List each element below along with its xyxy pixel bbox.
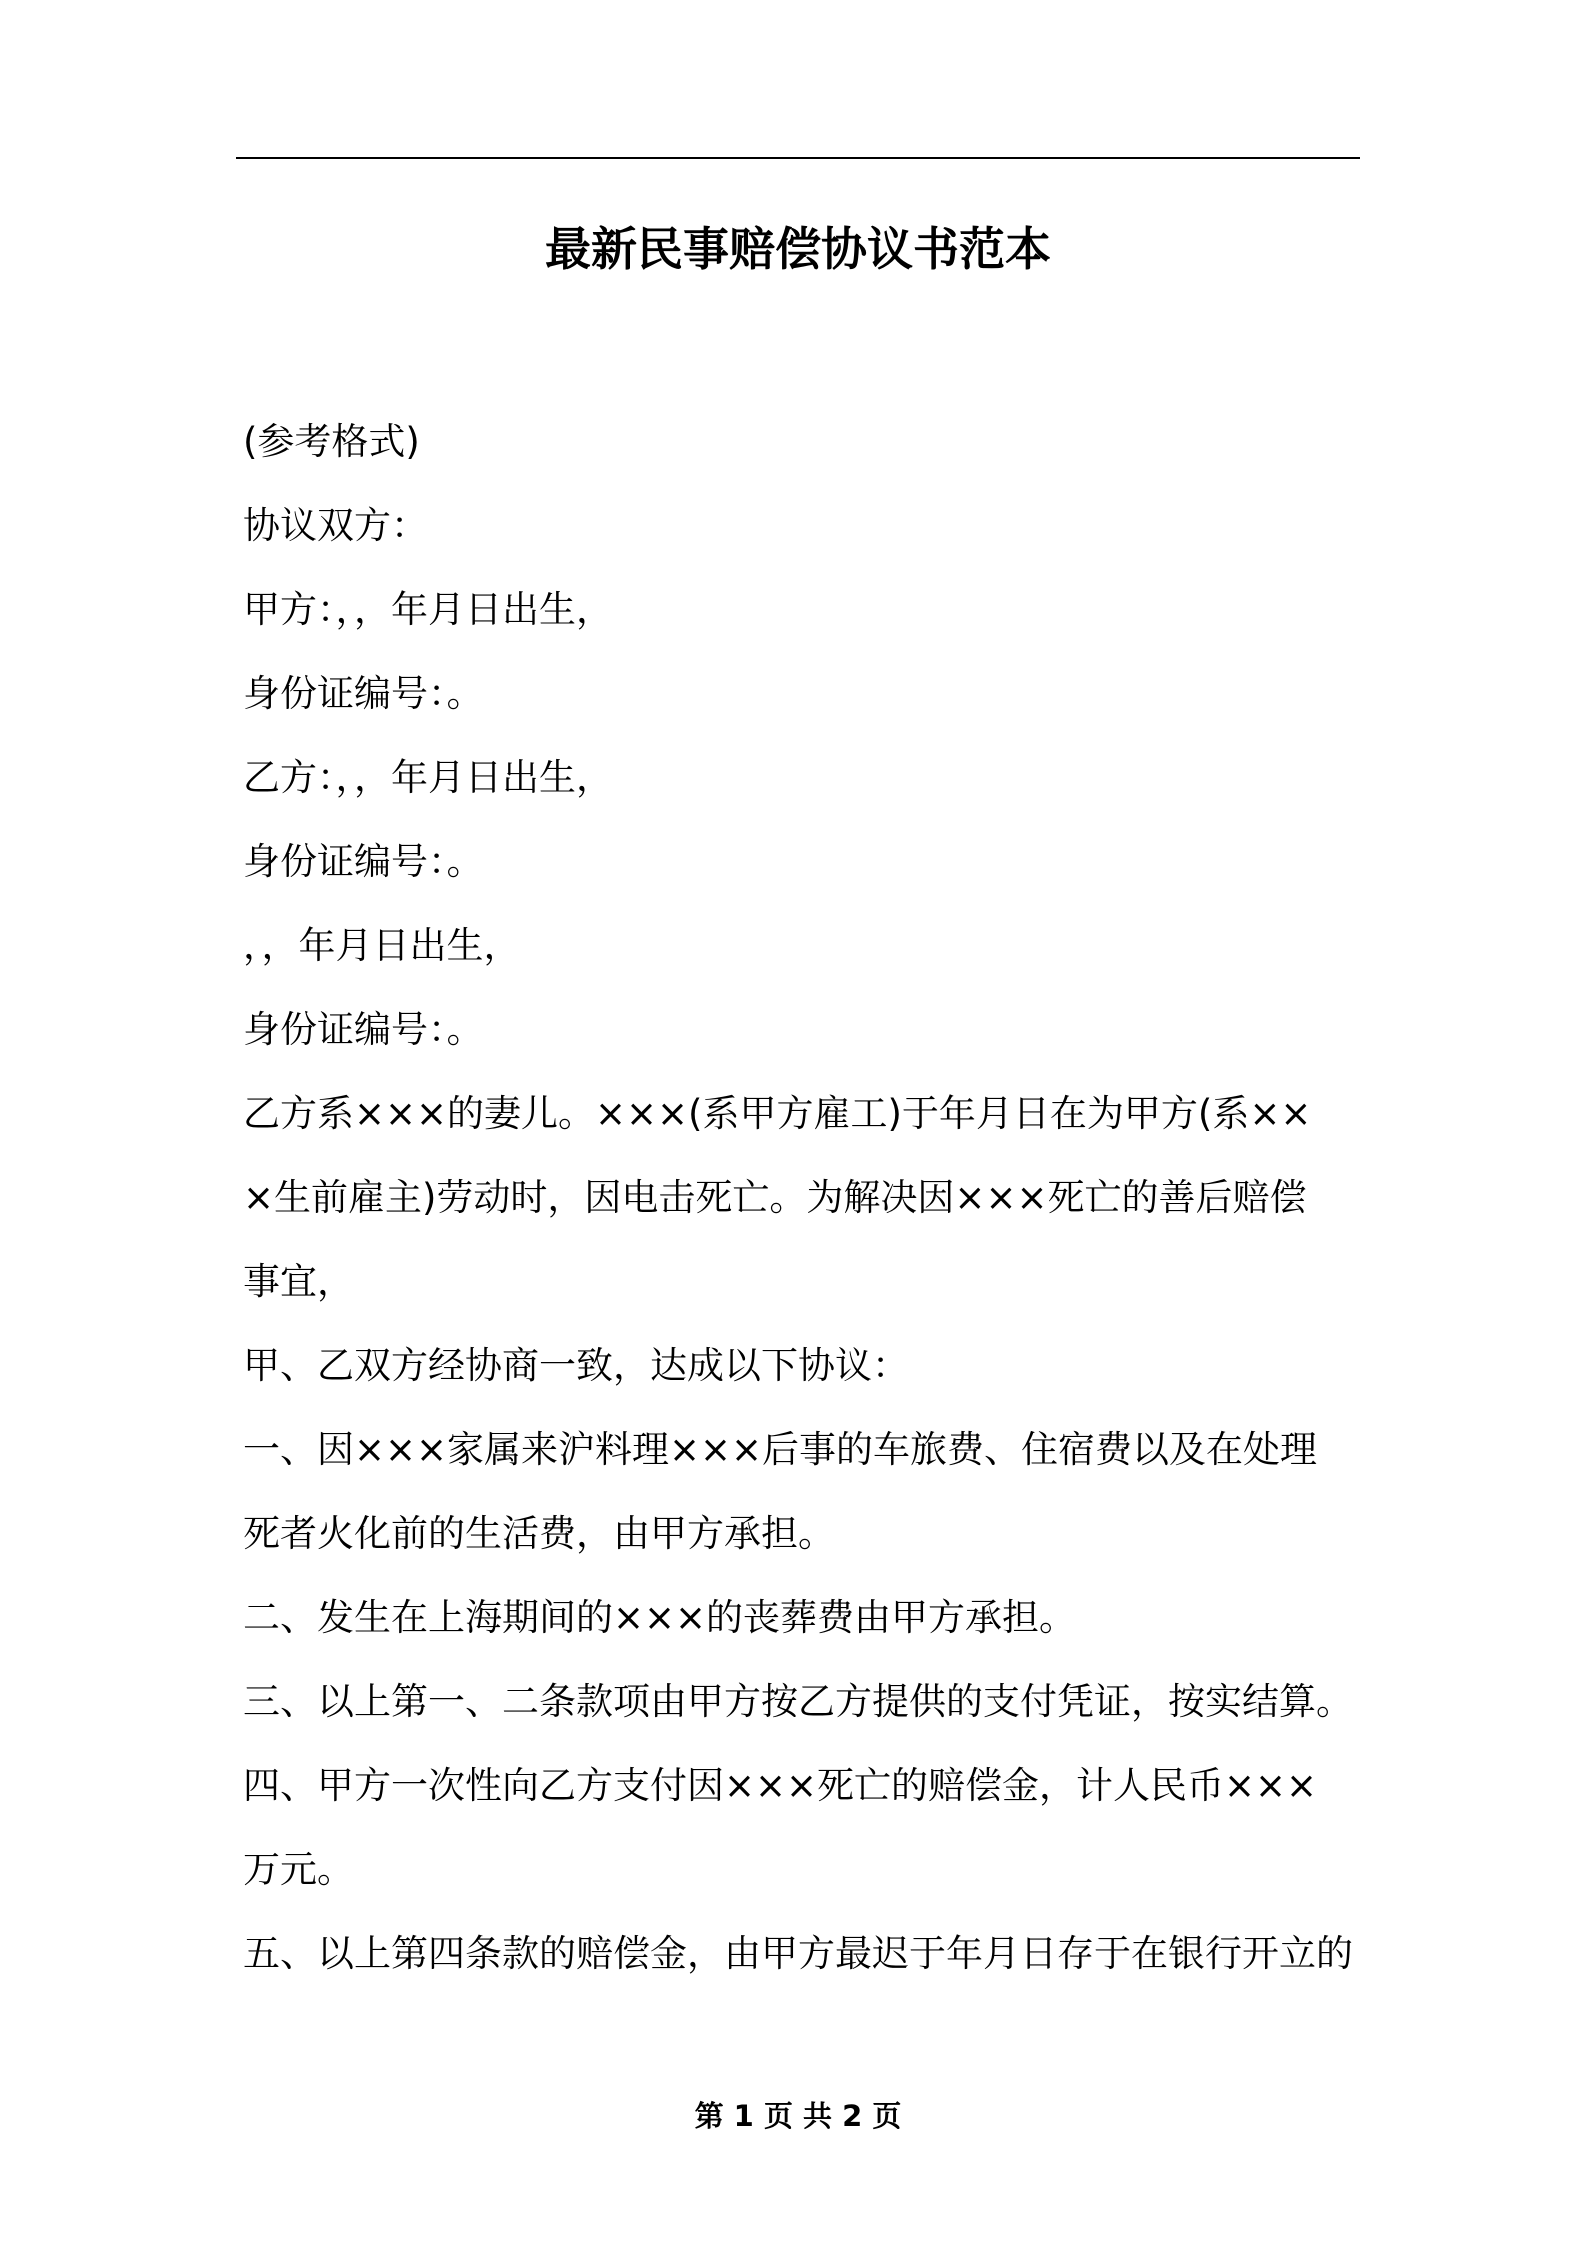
body-line: 甲方：，，年月日出生， xyxy=(243,588,613,631)
header-rule xyxy=(236,157,1360,159)
document-body xyxy=(243,400,1363,1996)
body-line: 甲、乙双方经协商一致，达成以下协议： xyxy=(243,1344,909,1387)
body-line: 万元。 xyxy=(243,1848,354,1891)
body-line: 五、以上第四条款的赔偿金，由甲方最迟于年月日存于在银行开立的 xyxy=(243,1932,1353,1975)
body-line: 身份证编号：。 xyxy=(243,840,484,883)
body-line: 四、甲方一次性向乙方支付因×××死亡的赔偿金，计人民币××× xyxy=(243,1764,1318,1807)
page-footer: 第 1 页 共 2 页 xyxy=(694,2099,902,2133)
body-line: (参考格式) xyxy=(243,420,420,463)
body-line: 二、发生在上海期间的×××的丧葬费由甲方承担。 xyxy=(243,1596,1077,1639)
body-line: 乙方系×××的妻儿。×××(系甲方雇工)于年月日在为甲方(系×× xyxy=(243,1092,1312,1135)
body-line: 协议双方： xyxy=(243,504,428,547)
body-line: 事宜， xyxy=(243,1260,354,1303)
body-line: 身份证编号：。 xyxy=(243,672,484,715)
document-title: 最新民事赔偿协议书范本 xyxy=(545,222,1051,276)
body-line: 死者火化前的生活费，由甲方承担。 xyxy=(243,1512,835,1555)
body-line: ，，年月日出生， xyxy=(243,924,521,967)
body-line: 乙方：，，年月日出生， xyxy=(243,756,613,799)
body-line: 三、以上第一、二条款项由甲方按乙方提供的支付凭证，按实结算。 xyxy=(243,1680,1353,1723)
body-line: 身份证编号：。 xyxy=(243,1008,484,1051)
body-line: 一、因×××家属来沪料理×××后事的车旅费、住宿费以及在处理 xyxy=(243,1428,1318,1471)
body-line: ×生前雇主)劳动时，因电击死亡。为解决因×××死亡的善后赔偿 xyxy=(243,1176,1307,1219)
